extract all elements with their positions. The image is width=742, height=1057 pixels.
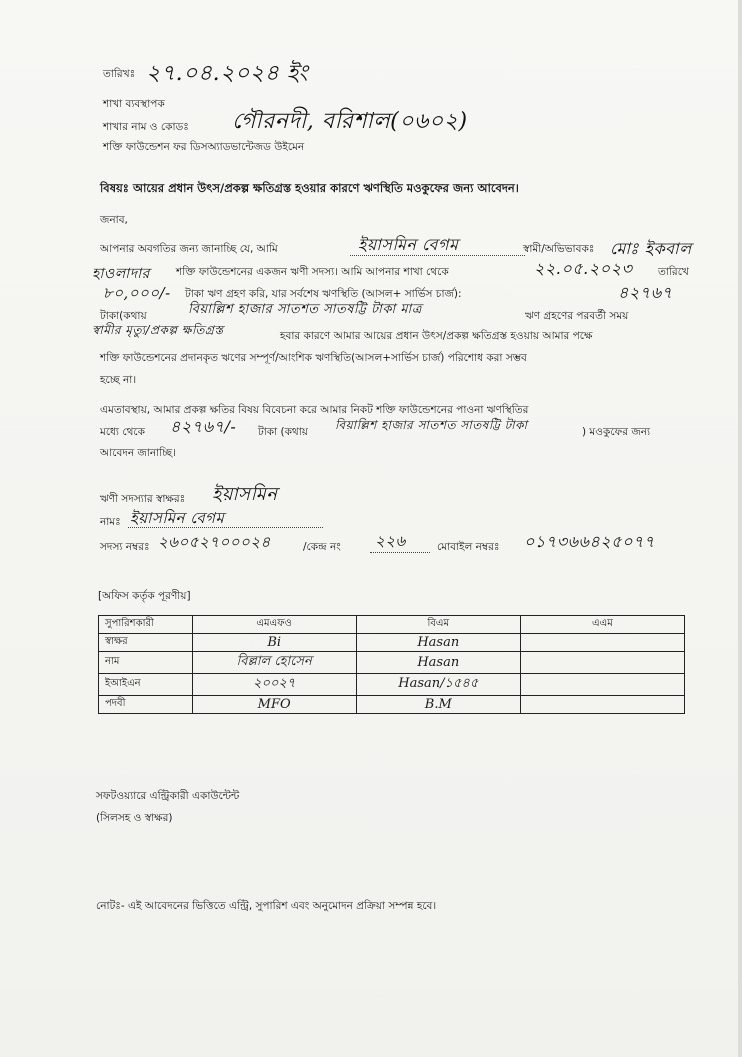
member-no: ২৬০৫২৭০০০২৪ <box>158 533 271 551</box>
member-name: ইয়াসমিন বেগম <box>130 509 225 527</box>
scan-edge <box>738 0 742 1057</box>
header-recommender: সুপারিশকারী <box>99 616 193 634</box>
row-label-designation: পদবী <box>99 696 193 714</box>
center-label: /কেন্দ্র নং <box>303 541 341 553</box>
body2-line2b: টাকা (কথায় <box>258 426 308 438</box>
subject-line: বিষয়ঃ আয়ের প্রধান উৎস/প্রকল্প ক্ষতিগ্রস্ত হওয়ার কারণে ঋণস্থিতি মওকুফের জন্য আবেদন। <box>100 181 519 195</box>
organization-name: শক্তি ফাউন্ডেশন ফর ডিসঅ্যাডভান্টেজড উইমেন <box>103 141 305 153</box>
table-row <box>99 652 685 674</box>
member-no-label: সদস্য নম্বরঃ <box>100 541 150 553</box>
mfo-name: বিল্লাল হোসেন <box>192 652 356 674</box>
body2-line2a: মধ্যে থেকে <box>100 426 145 438</box>
bm-designation: B.M <box>356 696 520 714</box>
header-mfo: এমএফও <box>192 616 356 634</box>
date-value: ২৭.০৪.২০২৪ ইং <box>146 61 309 86</box>
body-line6: শক্তি ফাউন্ডেশনের প্রদানকৃত ঋণের সম্পূর্ণ/আংশিক ঋণস্থিতি(আসল+সার্ভিস চার্জ) পরিশোধ করা সম্ভব <box>100 352 527 364</box>
guardian-label: স্বামী/অভিভাবকঃ <box>523 243 595 255</box>
am-ein <box>520 674 684 696</box>
reason-handwritten: স্বামীর মৃত্যু/প্রকল্প ক্ষতিগ্রস্ত <box>92 323 224 337</box>
name-dotline <box>350 255 525 256</box>
recipient-title: শাখা ব্যবস্থাপক <box>103 98 165 110</box>
table-row <box>99 674 685 696</box>
loan-date: ২২.০৫.২০২৩ <box>534 259 633 278</box>
office-heading: [অফিস কর্তৃক পূরণীয়] <box>98 590 191 602</box>
loan-balance: ৪২৭৬৭ <box>618 283 673 302</box>
guardian-name: মোঃ ইকবাল <box>610 239 692 258</box>
row-label-ein: ইআইএন <box>99 674 193 696</box>
header-bm: বিএম <box>356 616 520 634</box>
body-line5: হবার কারণে আমার আয়ের প্রধান উৎস/প্রকল্প ক্ষতিগ্রস্ত হওয়ায় আমার পক্ষে <box>280 330 593 342</box>
accountant-title: সফটওয়্যারে এন্ট্রিকারী একাউন্টেন্ট <box>96 790 240 802</box>
member-name-dotline <box>128 527 323 528</box>
body2-line3: আবেদন জানাচ্ছি। <box>100 447 176 459</box>
member-name-handwritten: ইয়াসমিন বেগম <box>358 235 459 254</box>
table-row <box>99 634 685 652</box>
salutation: জনাব, <box>100 214 128 226</box>
member-signature: ইয়াসমিন <box>212 484 278 505</box>
loan-amount: ৮০,০০০/- <box>103 284 171 302</box>
mobile-label: মোবাইল নম্বরঃ <box>437 541 500 553</box>
row-label-signature: স্বাক্ষর <box>99 634 193 652</box>
date-label: তারিখঃ <box>103 68 136 80</box>
body2-line2c: ) মওকুফের জন্য <box>582 426 651 438</box>
body-line2b: তারিখে <box>658 266 689 278</box>
branch-label: শাখার নাম ও কোডঃ <box>103 121 189 133</box>
office-table <box>98 615 685 714</box>
center-dotline <box>370 552 430 553</box>
bm-ein: Hasan/১৫৪৫ <box>356 674 520 696</box>
waive-in-words: বিয়াল্লিশ হাজার সাতশত সাতষট্টি টাকা <box>335 418 528 432</box>
accountant-subtitle: (সিলসহ ও স্বাক্ষর) <box>96 812 173 824</box>
body-line7: হচ্ছে না। <box>100 374 137 386</box>
mfo-signature: Bi <box>192 634 356 652</box>
bm-name: Hasan <box>356 652 520 674</box>
mfo-ein: ২০০২৭ <box>192 674 356 696</box>
mobile-no: ০১৭৩৬৬৪২৫০৭৭ <box>524 532 655 551</box>
body-line3a: টাকা ঋণ গ্রহণ করি, যার সর্বশেষ ঋণস্থিতি (আসল+ সার্ভিস চার্জ): <box>185 288 462 300</box>
body-line4b: ঋণ গ্রহণের পরবর্তী সময় <box>525 310 629 322</box>
member-name-label: নামঃ <box>100 516 121 528</box>
header-am: এএম <box>520 616 684 634</box>
waive-amount: ৪২৭৬৭/- <box>170 417 237 436</box>
bm-signature: Hasan <box>356 634 520 652</box>
center-no: ২২৬ <box>375 532 406 550</box>
member-signature-label: ঋণী সদস্যার স্বাক্ষরঃ <box>100 493 186 505</box>
am-name <box>520 652 684 674</box>
mfo-designation: MFO <box>192 696 356 714</box>
am-signature <box>520 634 684 652</box>
am-designation <box>520 696 684 714</box>
row-label-name: নাম <box>99 652 193 674</box>
body2-line1: এমতাবস্থায়, আমার প্রকল্প ক্ষতির বিষয় বিবেচনা করে আমার নিকট শক্তি ফাউন্ডেশনের পাওনা ঋণস্থিতির <box>100 404 529 416</box>
table-row <box>99 696 685 714</box>
branch-value: গৌরনদী, বরিশাল(০৬০২) <box>232 109 468 134</box>
body-line2a: শক্তি ফাউন্ডেশনের একজন ঋণী সদস্য। আমি আপনার শাখা থেকে <box>176 266 449 278</box>
balance-in-words: বিয়াল্লিশ হাজার সাতশত সাতষট্টি টাকা মাত্র <box>188 302 422 317</box>
note-text: নোটঃ- এই আবেদনের ভিত্তিতে এন্ট্রি, সুপারিশ এবং অনুমোদন প্রক্রিয়া সম্পন্ন হবে। <box>96 900 437 912</box>
table-row <box>99 616 685 634</box>
body-line4a: টাকা(কথায় <box>100 310 147 322</box>
body-intro: আপনার অবগতির জন্য জানাচ্ছি যে, আমি <box>100 243 278 255</box>
guardian-name-line2: হাওলাদার <box>92 266 150 282</box>
